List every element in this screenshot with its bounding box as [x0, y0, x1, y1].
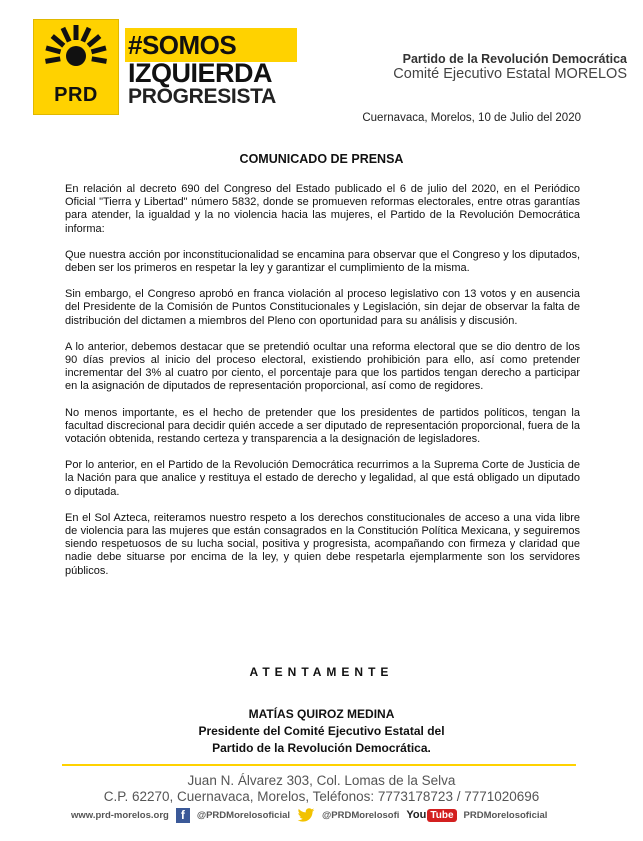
document-title: COMUNICADO DE PRENSA [239, 152, 404, 166]
address-line-2: C.P. 62270, Cuernavaca, Morelos, Teléfonos: 7773178723 / 7771020696 [103, 789, 540, 804]
paragraph: En el Sol Azteca, reiteramos nuestro respeto a los derechos constitucionales de acceso a una vida libre de violencia para las mujeres que están consagrados en la Constitución Política Mexicana, y seguiremos siendo respetuosos de su lucha social, positiva y progresista, acompañando con firmeza y claridad que nadie debe situarse por encima de la ley, y quien debe respetarla ejemplarmente son los servidores públicos. [65, 511, 580, 577]
address-line-1: Juan N. Álvarez 303, Col. Lomas de la Selva [187, 773, 456, 788]
youtube-icon-you: You [406, 809, 427, 821]
twitter-handle[interactable]: @PRDMorelosofi [322, 809, 400, 821]
slogan-line-3: PROGRESISTA [128, 85, 276, 108]
closing: ATENTAMENTE [249, 665, 394, 679]
slogan-line-2: IZQUIERDA [128, 58, 272, 88]
party-name: Partido de la Revolución Democrática [402, 52, 627, 66]
paragraph: Que nuestra acción por inconstitucionalidad se encamina para observar que el Congreso y los diputados, deben ser los primeros en respetar la ley y garantizar el cumplimiento de la misma. [65, 248, 580, 275]
paragraph: Sin embargo, el Congreso aprobó en franca violación al proceso legislativo con 13 votos y en ausencia del Presidente de la Comisión de Puntos Constitucionales y Legislación, sin dejar de observar la falta de distribución del dictamen a miembros del Pleno con oportunidad para su análisis y discusión. [65, 288, 580, 327]
website-link[interactable]: www.prd-morelos.org [71, 809, 169, 821]
paragraph: A lo anterior, debemos destacar que se pretendió ocultar una reforma electoral que se dio dentro de los 90 días previos al inicio del proceso electoral, existiendo prohibición para ello, así como pretender incrementar del 3% al cuatro por ciento, el porcentaje para que los partidos tengan derecho a participar en la asignación de diputados de representación proporcional, así como de regidores. [65, 340, 580, 393]
footer-divider [62, 764, 576, 766]
signatory-name: MATÍAS QUIROZ MEDINA [248, 707, 395, 721]
youtube-handle[interactable]: PRDMorelosoficial [463, 809, 548, 821]
document-date: Cuernavaca, Morelos, 10 de Julio del 2020 [362, 112, 581, 124]
sun-icon [34, 20, 118, 84]
document-body [65, 183, 580, 591]
facebook-handle[interactable]: @PRDMorelosoficial [196, 809, 291, 821]
signatory-position-2: Partido de la Revolución Democrática. [212, 741, 431, 755]
slogan-line-1: #SOMOS [128, 30, 237, 60]
committee-name: Comité Ejecutivo Estatal MORELOS [393, 66, 627, 82]
logo-text: PRD [54, 84, 98, 106]
paragraph: En relación al decreto 690 del Congreso del Estado publicado el 6 de julio del 2020, en el Periódico Oficial "Tierra y Libertad" número 5832, donde se promueven reformas electorales, entre otras garantías para atender, la igualdad y la no violencia hacia las mujeres, el Partido de la Revolución Democrática informa: [65, 183, 580, 235]
signatory-position-1: Presidente del Comité Ejecutivo Estatal del [198, 724, 445, 738]
signature-block [0, 706, 643, 757]
paragraph: Por lo anterior, en el Partido de la Revolución Democrática recurrimos a la Suprema Corte de Justicia de la Nación para que analice y restituya el estado de derecho y legalidad, al que está obligado un diputado o diputada. [65, 459, 580, 498]
prd-logo [33, 19, 119, 115]
facebook-icon: f [176, 808, 190, 823]
paragraph: No menos importante, es el hecho de pretender que los presidentes de partidos políticos, tengan la facultad discrecional para decidir quién accede a ser diputado de representación proporcional, fuera de la votación obtenida, restando certeza y transparencia a la designación de legisladores. [65, 406, 580, 446]
youtube-icon-tube: Tube [427, 809, 456, 822]
youtube-icon [406, 809, 456, 822]
twitter-icon [297, 808, 315, 823]
social-links [71, 807, 547, 823]
